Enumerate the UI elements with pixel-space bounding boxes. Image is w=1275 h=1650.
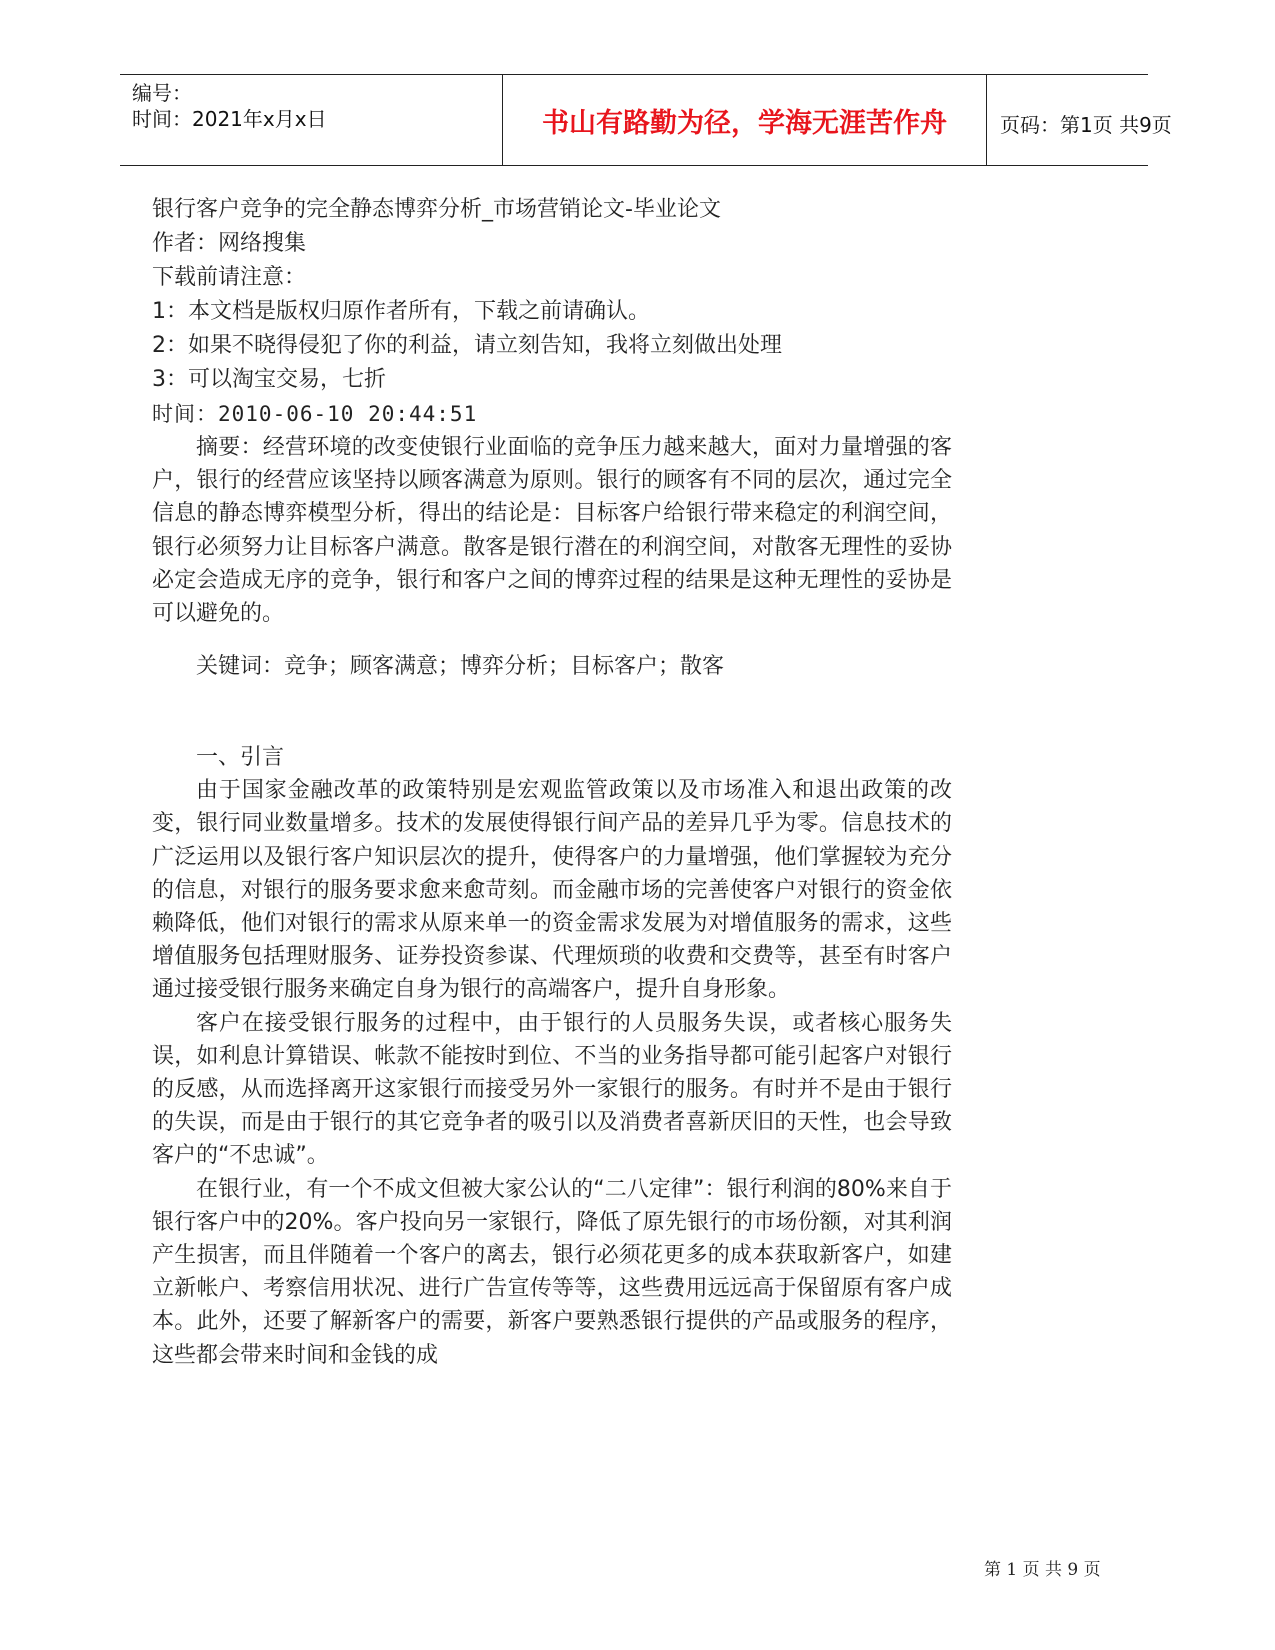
header-motto-cell bbox=[502, 75, 987, 165]
number-label: 编号： bbox=[132, 81, 192, 105]
body-paragraph-3: 在银行业，有一个不成文但被大家公认的“二八定律”：银行利润的80%来自于银行客户中的20%。客户投向另一家银行，降低了原先银行的市场份额，对其利润产生损害，而且伴随着一个客户的离去，银行必须花更多的成本获取新客户，如建立新帐户、考察信用状况、进行广告宣传等等，这些费用远远高于保留原有客户成本。此外，还要了解新客户的需要，新客户要熟悉银行提供的产品或服务的程序，这些都会带来时间和金钱的成 bbox=[152, 1176, 952, 1368]
document-body bbox=[152, 193, 952, 1372]
document-header bbox=[120, 74, 1172, 166]
notice-item-2: 2：如果不晓得侵犯了你的利益，请立刻告知，我将立刻做出处理 bbox=[152, 333, 782, 358]
notice-item-3: 3：可以淘宝交易，七折 bbox=[152, 367, 386, 392]
document-title: 银行客户竞争的完全静态博弈分析_市场营销论文-毕业论文 bbox=[152, 197, 721, 222]
document-time: 时间：2010-06-10 20:44:51 bbox=[152, 402, 478, 426]
body-paragraph-1: 由于国家金融改革的政策特别是宏观监管政策以及市场准入和退出政策的改变，银行同业数量增多。技术的发展使得银行间产品的差异几乎为零。信息技术的广泛运用以及银行客户知识层次的提升，使得客户的力量增强，他们掌握较为充分的信息，对银行的服务要求愈来愈苛刻。而金融市场的完善使客户对银行的资金依赖降低，他们对银行的需求从原来单一的资金需求发展为对增值服务的需求，这些增值服务包括理财服务、证券投资参谋、代理烦琐的收费和交费等，甚至有时客户通过接受银行服务来确定自身为银行的高端客户，提升自身形象。 bbox=[152, 778, 952, 1003]
document-author: 作者：网络搜集 bbox=[152, 231, 307, 256]
header-page-cell bbox=[1000, 75, 1172, 165]
section-heading-introduction: 一、引言 bbox=[196, 745, 285, 771]
body-paragraph-2: 客户在接受银行服务的过程中，由于银行的人员服务失误，或者核心服务失误，如利息计算错误、帐款不能按时到位、不当的业务指导都可能引起客户对银行的反感，从而选择离开这家银行而接受另外一家银行的服务。有时并不是由于银行的失误，而是由于银行的其它竞争者的吸引以及消费者喜新厌旧的天性，也会导致客户的“不忠诚”。 bbox=[152, 1010, 952, 1169]
time-label: 时间：2021年x月x日 bbox=[132, 107, 327, 131]
keywords-line: 关键词：竞争；顾客满意；博弈分析；目标客户；散客 bbox=[196, 654, 725, 680]
page-footer: 第 1 页 共 9 页 bbox=[984, 1560, 1101, 1580]
notice-heading: 下载前请注意： bbox=[152, 265, 307, 290]
notice-item-1: 1：本文档是版权归原作者所有，下载之前请确认。 bbox=[152, 299, 650, 324]
abstract-paragraph: 摘要：经营环境的改变使银行业面临的竞争压力越来越大，面对力量增强的客户，银行的经营应该坚持以顾客满意为原则。银行的顾客有不同的层次，通过完全信息的静态博弈模型分析，得出的结论是：目标客户给银行带来稳定的利润空间，银行必须努力让目标客户满意。散客是银行潜在的利润空间，对散客无理性的妥协必定会造成无序的竞争，银行和客户之间的博弈过程的结果是这种无理性的妥协是可以避免的。 bbox=[152, 435, 952, 627]
page-info: 页码：第1页 共9页 bbox=[1000, 113, 1172, 137]
motto: 书山有路勤为径，学海无涯苦作舟 bbox=[542, 108, 947, 139]
header-left-cell bbox=[132, 75, 500, 165]
